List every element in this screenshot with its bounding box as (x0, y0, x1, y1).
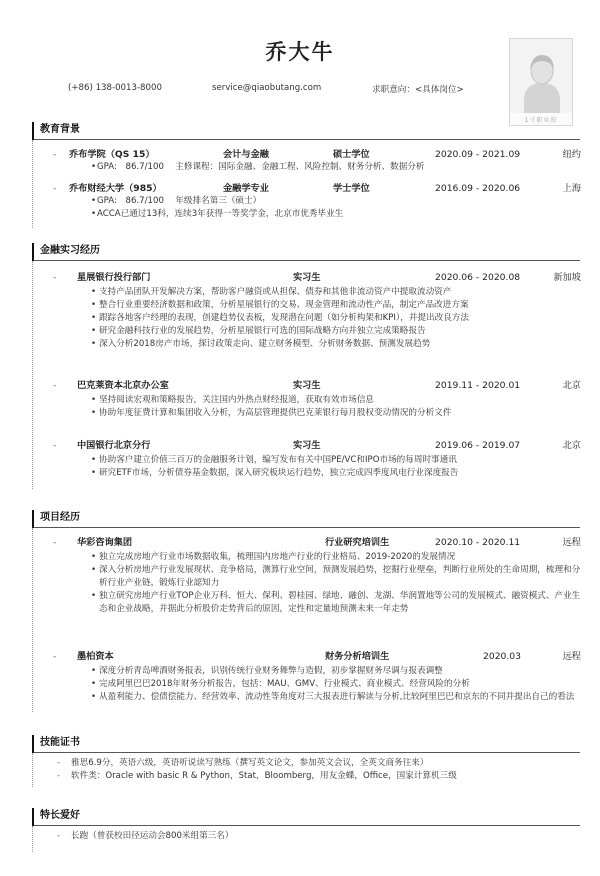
list-item: • 独立完成房地产行业市场数据收集，梳理国内房地产行业的行业格局、2019-2020的发展情况 (33, 551, 581, 564)
location: 远程 (562, 651, 581, 662)
education-section (32, 122, 580, 228)
dash-marker: - (53, 380, 57, 391)
education-entry (33, 146, 581, 174)
company-name: 巴克莱资本北京办公室 (77, 380, 169, 391)
dash-marker: - (53, 537, 57, 548)
degree: 学士学位 (333, 183, 370, 194)
list-item: • 独立研究房地产行业TOP企业万科、恒大、保利、碧桂园、绿地、融创、龙湖、华润置地等公司的发展模式、融资模式、产业生态和企业战略，并据此分析股价走势背后的原因，定性和定量地预测未来一年走势 (33, 590, 581, 616)
major: 金融学专业 (223, 183, 269, 194)
company-name: 华彩咨询集团 (77, 537, 133, 548)
candidate-name: 乔大牛 (265, 40, 335, 64)
date-range: 2020.06 - 2020.08 (435, 272, 521, 283)
role: 实习生 (293, 380, 321, 391)
date-range: 2016.09 - 2020.06 (435, 183, 521, 194)
location: 远程 (562, 537, 581, 548)
experience-entry (33, 269, 581, 351)
list-item: • GPA: 86.7/100 年级排名第三（硕士） (33, 195, 581, 208)
list-item: • 跟踪各地客户经理的表现，创建趋势仪表板，发现潜在问题（如分析构架和KPI），并提出改良方法 (33, 312, 581, 325)
dash-marker: - (53, 440, 57, 451)
company-name: 星展银行投行部门 (77, 272, 151, 283)
list-item: • 深度分析青岛啤酒财务报表，识别传统行业财务舞弊与造假，初步掌握财务尽调与报表调整 (33, 665, 581, 678)
list-item: - 雅思6.9分，英语六级，英语听说读写熟练（撰写英文论文，参加英文会议，全英文商务往来） (33, 757, 580, 770)
role: 财务分析培训生 (325, 651, 390, 662)
list-item: • 整合行业重要经济数据和政策，分析星展银行的交易、现金管理和流动性产品，制定产品改进方案 (33, 299, 581, 312)
role: 行业研究培训生 (325, 537, 390, 548)
email-address: service@qiaobutang.com (212, 83, 322, 93)
project-entry (33, 648, 581, 704)
dash-marker: - (53, 149, 57, 160)
section-title: 项目经历 (40, 512, 80, 523)
project-entry (33, 534, 581, 616)
location: 北京 (562, 380, 581, 391)
section-title: 技能证书 (40, 737, 80, 748)
date-range: 2020.09 - 2021.09 (435, 149, 521, 160)
date-range: 2019.11 - 2020.01 (435, 380, 521, 391)
dash-marker: - (53, 272, 57, 283)
list-item: • 研究金融科技行业的发展趋势，分析星展银行可选的国际战略方向并独立完成策略报告 (33, 325, 581, 338)
list-item: • 协助客户建立价值三百万的金融服务计划，编写发布有关中国PE/VC和IPO市场的每周时事通讯 (33, 454, 581, 467)
education-entry (33, 180, 581, 221)
hobbies-section (32, 808, 580, 852)
list-item: - 长跑（曾获校田径运动会800米组第三名） (33, 830, 580, 843)
school-name: 乔布财经大学（985） (69, 183, 162, 194)
profile-photo (509, 38, 573, 126)
list-item: • 支持产品团队开发解决方案，帮助客户融资或从担保、债券和其他非流动资产中提取流动资产 (33, 286, 581, 299)
experience-entry (33, 437, 581, 480)
role: 实习生 (293, 440, 321, 451)
location: 北京 (562, 440, 581, 451)
experience-entry (33, 377, 581, 420)
list-item: • 深入分析房地产行业发展现状、竞争格局，测算行业空间，预测发展趋势，挖掘行业壁垒，判断行业所处的生命周期，梳理和分析行业产业链，锻炼行业認知力 (33, 564, 581, 590)
list-item: • ACCA已通过13科，连续3年获得一等奖学金，北京市优秀毕业生 (33, 208, 581, 221)
avatar-silhouette-icon (510, 39, 573, 126)
location: 新加坡 (553, 272, 581, 283)
date-range: 2019.06 - 2019.07 (435, 440, 521, 451)
photo-caption: 1寸职业照 (524, 117, 558, 124)
job-intent: 求职意向：<具体岗位> (372, 85, 464, 95)
projects-section (32, 510, 580, 712)
list-item: • 协助年度征费计算和集团收入分析，为高层管理提供巴克莱银行每月股权变动情况的分析文件 (33, 407, 581, 420)
list-item: • 从盈利能力、偿债偿能力、经营效率、流动性等角度对三大报表进行解读与分析,比较阿里巴巴和京东的不同并提出自己的看法 (33, 691, 581, 704)
major: 会计与金融 (223, 149, 269, 160)
location: 上海 (562, 183, 581, 194)
location: 纽约 (562, 149, 581, 160)
school-name: 乔布学院（QS 15） (69, 149, 155, 160)
skills-section (32, 735, 580, 787)
list-item: - 软件类：Oracle with basic R & Python，Stat，Bloomberg，用友金蝶，Office，国家计算机三级 (33, 770, 580, 783)
internship-section (32, 243, 580, 489)
section-title: 教育背景 (40, 124, 80, 135)
list-item: • 深入分析2018房产市场，探讨政策走向、建立财务模型、分析财务数据、预测发展趋势 (33, 338, 581, 351)
role: 实习生 (293, 272, 321, 283)
company-name: 中国银行北京分行 (77, 440, 151, 451)
list-item: • 研究ETF市场，分析债券基金数据，深入研究板块运行趋势，独立完成四季度风电行业深度报告 (33, 467, 581, 480)
list-item: • 坚持阅读宏观和策略报告，关注国内外热点财经报道，获取有效市场信息 (33, 394, 581, 407)
degree: 硕士学位 (333, 149, 370, 160)
date-range: 2020.10 - 2020.11 (435, 537, 521, 548)
list-item: • 完成阿里巴巴2018年财务分析报告，包括：MAU、GMV、行业模式、商业模式、经营风险的分析 (33, 678, 581, 691)
section-title: 金融实习经历 (40, 245, 100, 256)
list-item: • GPA: 86.7/100 主修课程：国际金融、金融工程、风险控制、财务分析、数据分析 (33, 161, 581, 174)
date-range: 2020.03 (483, 651, 521, 662)
phone-number: (+86) 138-0013-8000 (68, 83, 162, 93)
section-title: 特长爱好 (40, 810, 80, 821)
dash-marker: - (53, 183, 57, 194)
dash-marker: - (53, 651, 57, 662)
company-name: 墨柏资本 (77, 651, 114, 662)
